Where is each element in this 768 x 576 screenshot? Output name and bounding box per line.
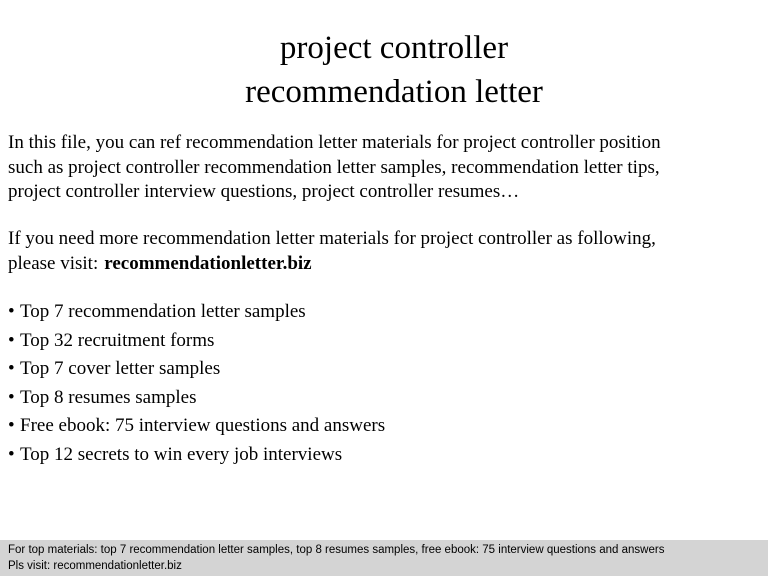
list-item-label: Top 32 recruitment forms <box>20 329 215 351</box>
visit-line <box>8 252 760 277</box>
bullet-icon: • <box>8 329 15 351</box>
visit-prefix: please visit: <box>8 252 99 274</box>
intro-paragraph <box>8 131 760 205</box>
visit-line: If you need more recommendation letter materials for project controller as following, <box>8 228 656 249</box>
list-item <box>8 298 385 327</box>
list-item <box>8 327 385 356</box>
footer-line: For top materials: top 7 recommendation letter samples, top 8 resumes samples, free ebook: 75 interview questions and answers <box>8 544 665 556</box>
list-item-label: Top 8 resumes samples <box>20 386 197 408</box>
list-item <box>8 441 385 470</box>
bullet-icon: • <box>8 301 15 322</box>
visit-paragraph <box>8 227 760 276</box>
list-item-label: Top 7 cover letter samples <box>20 358 221 379</box>
list-item <box>8 355 385 384</box>
intro-line: project controller interview questions, project controller resumes… <box>8 181 520 202</box>
list-item-label: Top 12 secrets to win every job interviews <box>20 443 343 465</box>
materials-list <box>8 298 385 469</box>
page-title-line-1: project controller <box>279 30 509 66</box>
bullet-icon: • <box>8 415 15 436</box>
bullet-icon: • <box>8 386 15 408</box>
site-link[interactable]: recommendationletter.biz <box>104 252 312 274</box>
intro-line: such as project controller recommendation letter samples, recommendation letter tips, <box>8 156 660 178</box>
intro-line: In this file, you can ref recommendation letter materials for project controller position <box>8 132 661 153</box>
footer-line: Pls visit: recommendationletter.biz <box>8 560 182 572</box>
footer-bar <box>0 540 768 576</box>
list-item <box>8 384 385 413</box>
page-title-line-2: recommendation letter <box>245 74 543 110</box>
bullet-icon: • <box>8 358 15 379</box>
list-item-label: Free ebook: 75 interview questions and answers <box>20 415 386 436</box>
list-item <box>8 412 385 441</box>
list-item-label: Top 7 recommendation letter samples <box>20 301 306 322</box>
bullet-icon: • <box>8 443 15 465</box>
